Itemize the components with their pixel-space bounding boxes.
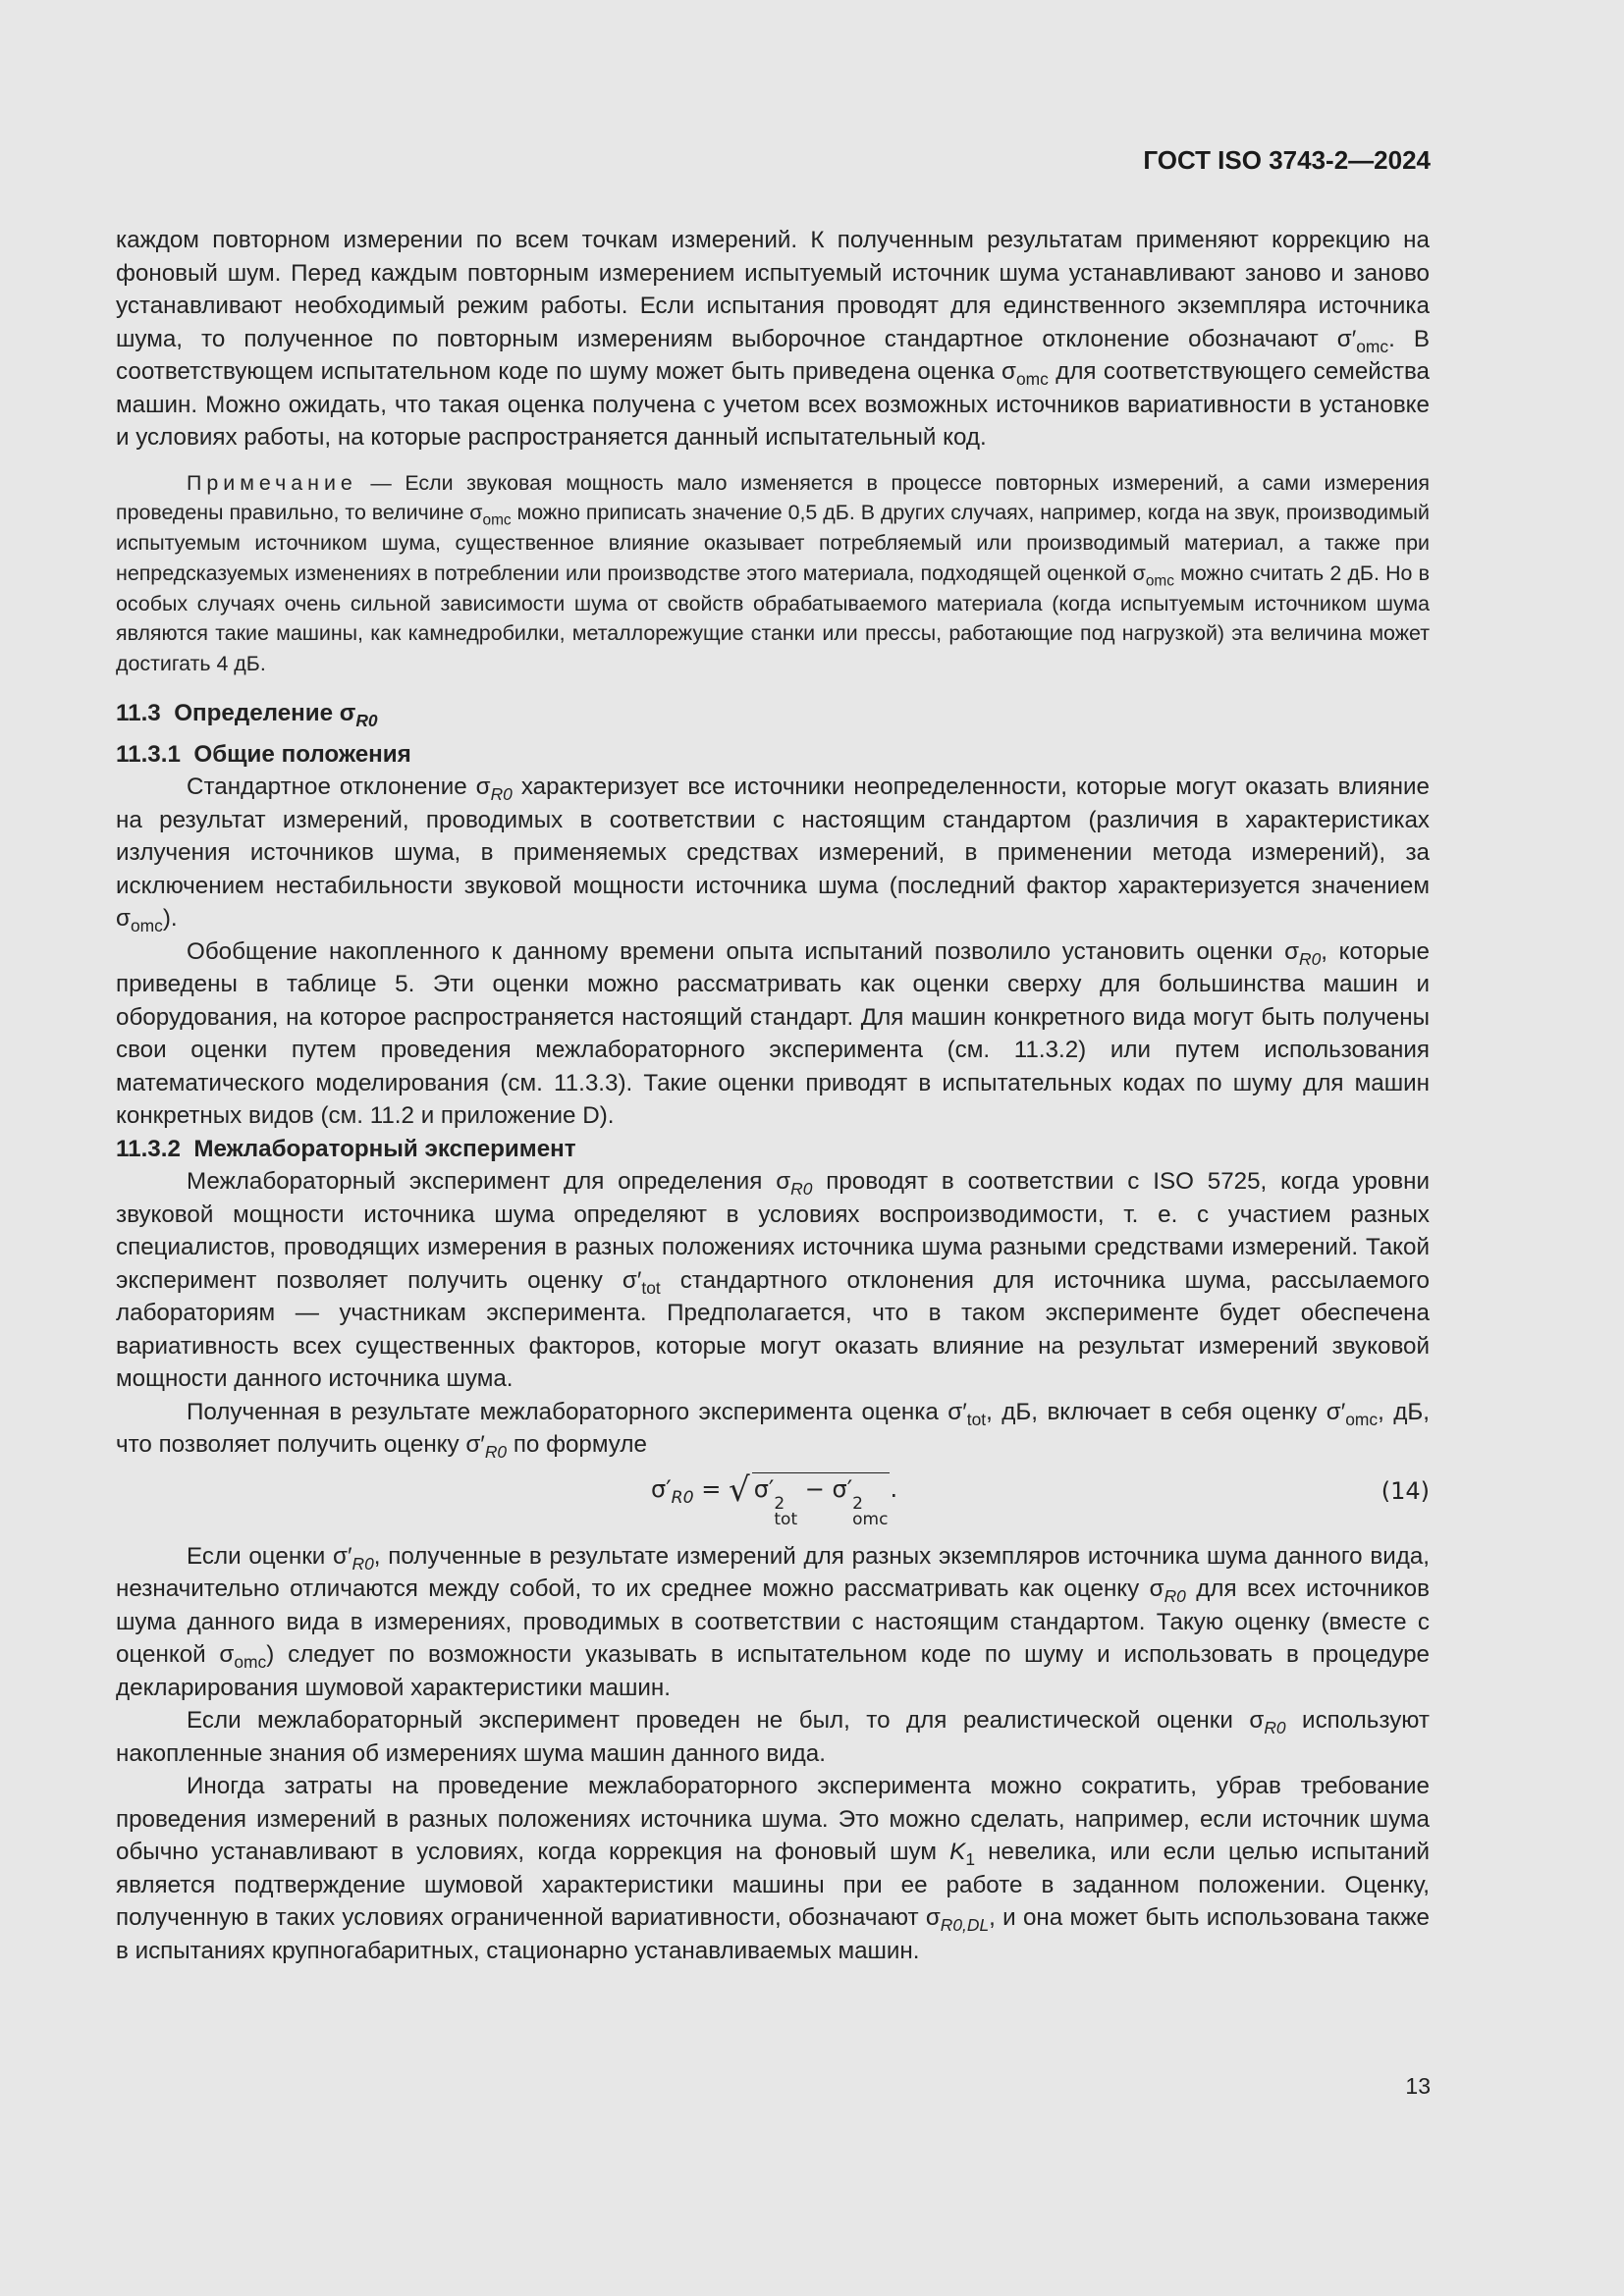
subscript: omc bbox=[482, 511, 512, 529]
paragraph-mean-estimates bbox=[116, 1540, 1430, 1705]
section-number: 11.3.2 bbox=[116, 1135, 181, 1162]
paragraph-sigma-r0-definition bbox=[116, 771, 1430, 935]
text-run: для всех источников шума данного вида в измерениях, проводимых в соответствии с настоящим стандартом. Такую оценку (вместе с оценкой σ bbox=[116, 1575, 1430, 1669]
formula-symbol: σ′ bbox=[651, 1474, 672, 1503]
paragraph-reduced-cost bbox=[116, 1770, 1430, 1967]
text-run: проводят в соответствии с ISO 5725, когда уровни звуковой мощности источника шума определяют в условиях воспроизводимости, т. е. с участием разных специалистов, проводящих измерения в разных положениях источника шума разными средствами измерений. Такой эксперимент позволяет получить оценку σ′ bbox=[116, 1168, 1430, 1294]
text-run: Полученная в результате межлабораторного эксперимента оценка σ′ bbox=[187, 1398, 967, 1425]
text-run: характеризует все источники неопределенности, которые могут оказать влияние на результат измерений, проводимых в соответствии с настоящим стандартом (различия в характеристиках излучения источников шума, в применяемых средствах измерений, в применении метода измерений), за исключением нестабильности звуковой мощности источника шума (последний фактор характеризуется значением σ bbox=[116, 774, 1430, 933]
formula-period: . bbox=[890, 1474, 898, 1503]
section-title: Определение σ bbox=[174, 700, 356, 727]
section-heading-11-3 bbox=[116, 697, 1430, 730]
note-label: Примечание bbox=[187, 470, 357, 495]
formula-expression bbox=[651, 1469, 898, 1529]
text-run: ) следует по возможности указывать в испытательном коде по шуму и использовать в процедуре декларирования шумовой характеристики машин. bbox=[116, 1641, 1430, 1701]
section-heading-11-3-1 bbox=[116, 738, 1430, 772]
subscript: R0,DL bbox=[940, 1915, 990, 1936]
paragraph-interlab-experiment bbox=[116, 1165, 1430, 1396]
text-run: , и она может быть использована также в испытаниях крупногабаритных, стационарно устанавливаемых машин. bbox=[116, 1904, 1430, 1964]
subscript: R0 bbox=[352, 1553, 374, 1574]
section-heading-11-3-2 bbox=[116, 1133, 1430, 1166]
superscript: 2 bbox=[852, 1493, 863, 1514]
text-run: Иногда затраты на проведение межлабораторного эксперимента можно сократить, убрав требование проведения измерений в разных положениях источника шума. Это можно сделать, например, если источник шума обычно устанавливают в условиях, когда коррекция на фоновый шум bbox=[116, 1773, 1430, 1866]
paragraph-omc-repeat bbox=[116, 224, 1430, 454]
formula-symbol: σ′ bbox=[753, 1474, 775, 1503]
subscript: R0 bbox=[1264, 1718, 1286, 1738]
standard-header: ГОСТ ISO 3743-2—2024 bbox=[1143, 145, 1431, 175]
subscript: R0 bbox=[355, 711, 378, 731]
text-run: . В соответствующем испытательном коде по шуму может быть приведена оценка σ bbox=[116, 325, 1430, 385]
text-run: по формуле bbox=[507, 1431, 647, 1459]
formula-symbol: K bbox=[949, 1839, 966, 1866]
text-run: Межлабораторный эксперимент для определения σ bbox=[187, 1168, 791, 1196]
text-run: Стандартное отклонение σ bbox=[187, 774, 491, 801]
section-title: Общие положения bbox=[193, 740, 411, 768]
text-run: , которые приведены в таблице 5. Эти оценки можно рассматривать как оценки сверху для большинства машин и оборудования, на которое распространяется настоящий стандарт. Для машин конкретного вида могут быть получены свои оценки путем проведения межлабораторного эксперимента (см. 11.3.2) или путем использования математического моделирования (см. 11.3.3). Такие оценки приводят в испытательных кодах по шуму для машин конкретных видов (см. 11.2 и приложение D). bbox=[116, 937, 1431, 1130]
section-title: Межлабораторный эксперимент bbox=[193, 1135, 576, 1162]
text-run: Если оценки σ′ bbox=[187, 1542, 352, 1570]
equals-sign: = bbox=[693, 1474, 730, 1503]
note-paragraph bbox=[116, 468, 1430, 680]
text-run: используют накопленные знания об измерениях шума машин данного вида. bbox=[116, 1707, 1430, 1767]
subscript: 1 bbox=[965, 1849, 975, 1870]
text-run: Обобщение накопленного к данному времени опыта испытаний позволило установить оценки σ bbox=[187, 937, 1300, 965]
sqrt-radicand bbox=[750, 1473, 891, 1527]
text-run: каждом повторном измерении по всем точкам измерений. К полученным результатам применяют коррекцию на фоновый шум. Перед каждым повторным измерением испытуемый источник шума устанавливают заново и заново устанавливают необходимый режим работы. Если испытания проводят для единственного экземпляра источника шума, то полученное по повторным измерениям выборочное стандартное отклонение обозначают σ′ bbox=[116, 227, 1430, 352]
section-number: 11.3 bbox=[116, 700, 161, 727]
formula-number: (14) bbox=[1380, 1476, 1430, 1505]
page-content bbox=[116, 224, 1430, 1967]
text-run: Если межлабораторный эксперимент проведен не был, то для реалистической оценки σ bbox=[187, 1707, 1265, 1735]
text-run: ). bbox=[162, 905, 178, 933]
subscript: omc bbox=[1015, 369, 1049, 390]
subscript: R0 bbox=[790, 1179, 813, 1200]
subscript: tot bbox=[641, 1277, 661, 1298]
subscript: omc bbox=[852, 1509, 889, 1529]
text-run: — Если звуковая мощность мало изменяется в процессе повторных измерений, а сами измерения проведены правильно, то величине σ bbox=[116, 470, 1430, 525]
section-number: 11.3.1 bbox=[116, 740, 181, 768]
subscript: omc bbox=[1345, 1409, 1379, 1429]
superscript: 2 bbox=[774, 1493, 785, 1514]
paragraph-no-experiment bbox=[116, 1704, 1430, 1770]
subscript: tot bbox=[966, 1409, 987, 1429]
subscript: R0 bbox=[484, 1442, 508, 1463]
paragraph-formula-intro bbox=[116, 1396, 1430, 1462]
text-run: можно приписать значение 0,5 дБ. В других случаях, например, когда на звук, производимый испытуемым источником шума, существенное влияние оказывает потребляемый или производимый материал, а также при непредсказуемых изменениях в потреблении или производстве этого материала, подходящей оценкой σ bbox=[116, 501, 1430, 585]
subscript: R0 bbox=[490, 784, 513, 805]
subscript: R0 bbox=[1299, 948, 1322, 969]
text-run: , дБ, что позволяет получить оценку σ′ bbox=[116, 1398, 1430, 1459]
subscript: R0 bbox=[1164, 1586, 1186, 1607]
sqrt-sign: √ bbox=[729, 1469, 750, 1510]
page-number: 13 bbox=[1405, 2073, 1431, 2099]
subscript: omc bbox=[234, 1652, 267, 1673]
subscript: omc bbox=[130, 916, 163, 936]
text-run: невелика, или если целью испытаний является подтверждение шумовой характеристики машины при ее работе в заданном положении. Оценку, полученную в таких условиях ограниченной вариативности, обозначают σ bbox=[116, 1839, 1430, 1932]
formula-14 bbox=[116, 1464, 1430, 1529]
text-run: можно считать 2 дБ. Но в особых случаях очень сильной зависимости шума от свойств обрабатываемого материала (когда испытуемым источником шума являются такие машины, как камнедробилки, металлорежущие станки или прессы, работающие под нагрузкой) эта величина может достигать 4 дБ. bbox=[116, 561, 1430, 676]
paragraph-table5-estimates bbox=[116, 935, 1430, 1133]
subscript: omc bbox=[1145, 572, 1174, 590]
text-run: , полученные в результате измерений для разных экземпляров источника шума данного вида, незначительно отличаются между собой, то их среднее можно рассматривать как оценку σ bbox=[116, 1542, 1430, 1603]
text-run: стандартного отклонения для источника шума, рассылаемого лабораториям — участникам эксперимента. Предполагается, что в таком эксперименте будет обеспечена вариативность всех существенных факторов, которые могут оказать влияние на результат измерений звуковой мощности данного источника шума. bbox=[116, 1266, 1430, 1393]
text-run: для соответствующего семейства машин. Можно ожидать, что такая оценка получена с учетом всех возможных источников вариативности в установке и условиях работы, на которые распространяется данный испытательный код. bbox=[116, 358, 1430, 451]
subscript: R0 bbox=[671, 1487, 694, 1508]
formula-symbol: σ′ bbox=[832, 1474, 853, 1503]
minus-sign: − bbox=[797, 1474, 833, 1503]
text-run: , дБ, включает в себя оценку σ′ bbox=[986, 1398, 1346, 1425]
subscript: omc bbox=[1356, 336, 1389, 356]
subscript: tot bbox=[774, 1509, 798, 1529]
